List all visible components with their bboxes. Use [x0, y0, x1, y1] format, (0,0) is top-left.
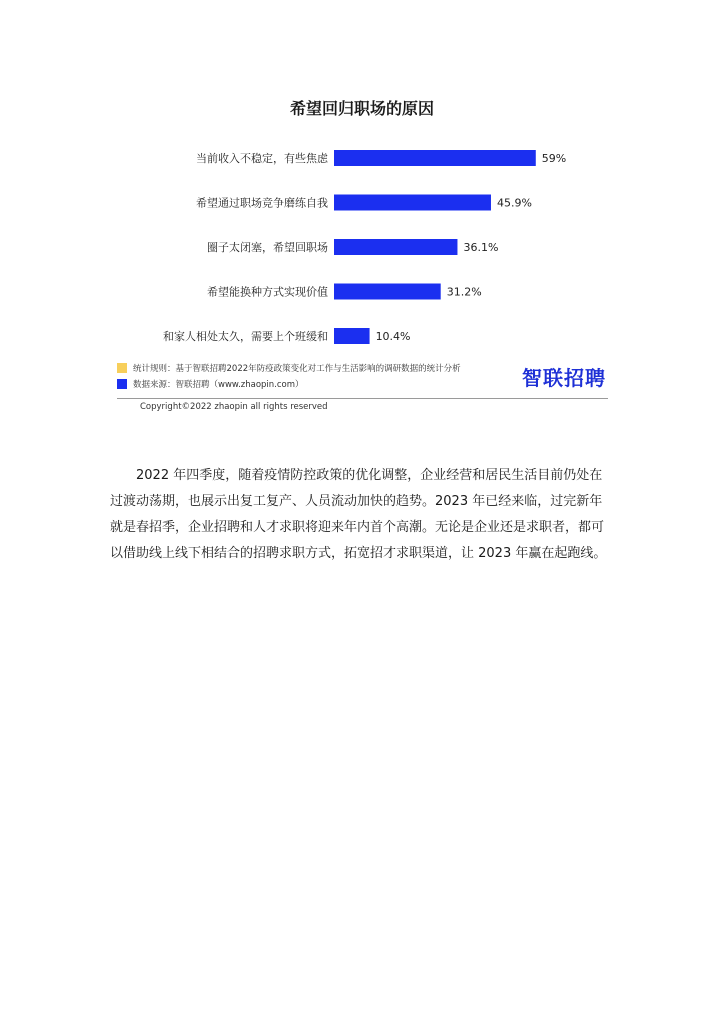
- chart-title: 希望回归职场的原因: [289, 99, 434, 118]
- value-label: 45.9%: [496, 196, 532, 210]
- source-legend-square: [117, 379, 127, 389]
- value-label: 31.2%: [446, 285, 482, 299]
- category-label: 圈子太闭塞，希望回职场: [207, 241, 328, 254]
- category-label: 和家人相处太久，需要上个班缓和: [163, 330, 328, 343]
- category-label: 当前收入不稳定，有些焦虑: [196, 152, 328, 165]
- body-paragraph: 2022 年四季度，随着疫情防控政策的优化调整，企业经营和居民生活目前仍处在过渡动荡期，也展示出复工复产、人员流动加快的趋势。2023 年已经来临，过完新年就是春招季，企业招聘和人才求职将迎来年内首个高潮。无论是企业还是求职者，都可以借助线上线下相结合的招聘求职方式，拓宽招才求职渠道，让 2023 年赢在起跑线。: [110, 468, 607, 561]
- chart-footer: [117, 358, 612, 398]
- footer-divider: [117, 398, 608, 399]
- data-source-note: [117, 377, 304, 391]
- data-source-text: 数据来源：智联招聘（www.zhaopin.com）: [133, 380, 304, 390]
- statistics-rule-note: [117, 361, 461, 375]
- value-label: 10.4%: [375, 330, 411, 343]
- bar: [334, 328, 370, 344]
- category-label: 希望能换种方式实现价值: [207, 285, 328, 299]
- value-label: 36.1%: [463, 241, 499, 254]
- bar: [334, 284, 441, 300]
- category-label: 希望通过职场竞争磨练自我: [196, 196, 328, 210]
- statistics-rule-text: 统计规则：基于智联招聘2022年防疫政策变化对工作与生活影响的调研数据的统计分析: [133, 364, 461, 374]
- bar: [334, 239, 457, 255]
- rule-legend-square: [117, 363, 127, 373]
- bar: [334, 195, 491, 211]
- value-label: 59%: [541, 152, 567, 165]
- bar-chart: [110, 138, 590, 350]
- copyright-text: Copyright©2022 zhaopin all rights reserved: [140, 402, 328, 412]
- bar: [334, 150, 536, 166]
- zhaopin-logo: 智联招聘: [522, 366, 606, 390]
